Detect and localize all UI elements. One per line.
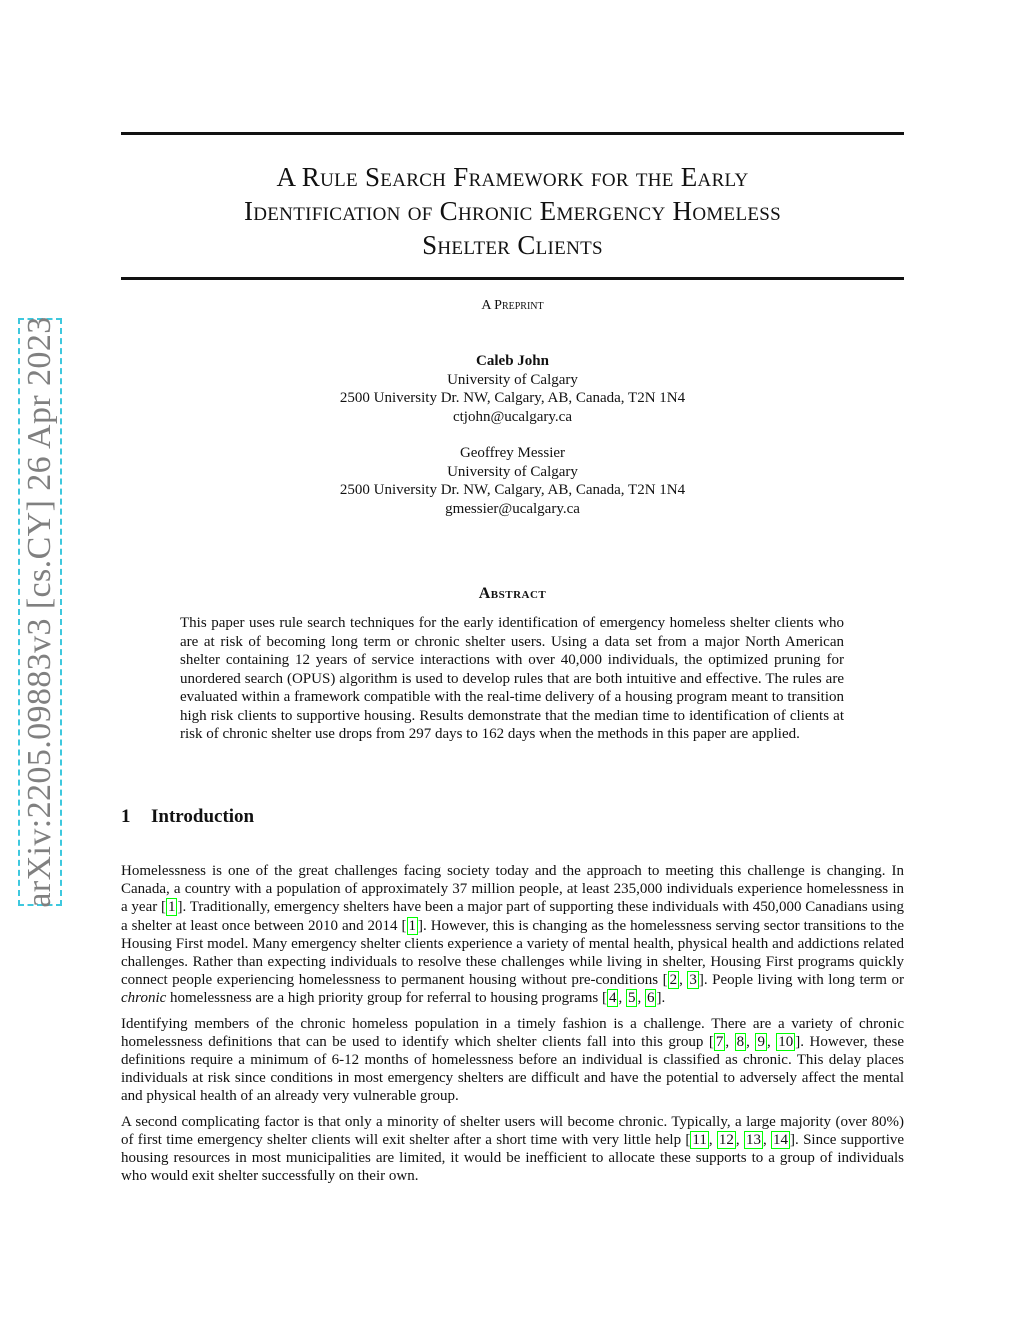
author-2: [121, 444, 904, 518]
section-body: [121, 862, 904, 1192]
arxiv-stamp[interactable]: [18, 318, 62, 906]
title-line-3: Shelter Clients: [422, 230, 603, 260]
emphasis: chronic: [121, 990, 167, 1007]
author-name: Caleb John: [476, 353, 549, 369]
citation-link[interactable]: 12: [718, 1131, 734, 1148]
abstract-text: This paper uses rule search techniques for the early identification of emergency homeless shelter clients who are at risk of becoming long term or chronic shelter users. Using a data set from a major North American shelter containing 12 years of service interactions with over 40,000 individuals, the optimized pruning for unordered search (OPUS) algorithm is used to develop rules that are both intuitive and effective. The rules are evaluated within a framework compatible with the real-time delivery of a housing program meant to transition high risk clients to supportive housing. Results demonstrate that the median time to identification of clients at risk of chronic shelter use drops from 297 days to 162 days when the methods in this paper are applied.: [180, 615, 844, 742]
author-list: [121, 352, 904, 536]
citation-link[interactable]: 11: [692, 1131, 707, 1148]
section-heading: [121, 806, 254, 828]
citation-link[interactable]: 1: [167, 899, 176, 916]
preprint-label: A Preprint: [481, 298, 544, 313]
section-number: 1: [121, 806, 131, 827]
author-name: Geoffrey Messier: [459, 445, 566, 461]
paper-title: [121, 160, 904, 262]
section-title: Introduction: [151, 806, 255, 827]
author-address: 2500 University Dr. NW, Calgary, AB, Canada, T2N 1N4: [339, 482, 686, 498]
author-affiliation: University of Calgary: [447, 371, 578, 388]
citation-link[interactable]: 4: [608, 990, 617, 1007]
citation-link[interactable]: 13: [745, 1131, 761, 1148]
paragraph: Identifying members of the chronic homeless population in a timely fashion is a challenge. There are a variety of chronic homelessness definitions that can be used to identify which shelter clients fall into this group [ 7 , 8 , 9 , 10 ]. However, these definitions require a minimum of 6-12 months of homelessness before an individual is classified as chronic. This delay places individuals at risk since conditions in most emergency shelters are difficult and have the potential to adversely affect the mental and physical health of an already very vulnerable group.: [121, 1015, 905, 1105]
citation-link[interactable]: 10: [778, 1033, 794, 1050]
citation-link[interactable]: 3: [689, 972, 697, 989]
citation-link[interactable]: 14: [773, 1131, 789, 1148]
paragraph: Homelessness is one of the great challenges facing society today and the approach to meeting this challenge is changing. In Canada, a country with a population of approximately 37 million people, at least 235,000 individuals experience homelessness in a year [ 1 ]. Traditionally, emergency shelters have been a major part of supporting these individuals with 450,000 Canadians using a shelter at least once between 2010 and 2014 [ 1 ]. However, this is changing as the homelessness serving sector transitions to the Housing First model. Many emergency shelter clients experience a variety of mental health, physical health and addictions related challenges. Rather than expecting individuals to resolve these challenges while living in shelter, Housing First programs quickly connect people experiencing homelessness to permanent housing without pre-conditions [ 2 , 3 ]. People living with long term or chronic homelessness are a high priority group for referral to housing programs [ 4 , 5 , 6 ].: [121, 863, 904, 1007]
citation-link[interactable]: 6: [646, 990, 655, 1007]
author-1: [121, 352, 904, 426]
title-line-2: Identification of Chronic Emergency Homeless: [243, 196, 782, 226]
abstract-heading: Abstract: [478, 585, 547, 602]
author-email[interactable]: gmessier@ucalgary.ca: [445, 500, 580, 517]
author-email[interactable]: ctjohn@ucalgary.ca: [452, 408, 573, 425]
author-affiliation: University of Calgary: [447, 463, 578, 480]
title-line-1: A Rule Search Framework for the Early: [276, 162, 749, 192]
paragraph: A second complicating factor is that only a minority of shelter users will become chronic. Typically, a large majority (over 80%) of first time emergency shelter clients will exit shelter after a short time with very little help [ 11 , 12 , 13 , 14 ]. Since supportive housing resources in most municipalities are limited, it would be inefficient to allocate these supports to a group of individuals who would exit shelter successfully on their own.: [121, 1113, 905, 1185]
citation-link[interactable]: 1: [408, 917, 417, 934]
citation-link[interactable]: 8: [736, 1033, 745, 1050]
title-bottom-rule: [121, 277, 904, 280]
citation-link[interactable]: 9: [757, 1033, 765, 1050]
citation-link[interactable]: 5: [627, 990, 636, 1007]
citation-link[interactable]: 7: [715, 1033, 724, 1050]
arxiv-id: arXiv:2205.09883v3 [cs.CY] 26 Apr 2023: [21, 316, 58, 908]
title-top-rule: [121, 132, 904, 135]
citation-link[interactable]: 2: [669, 972, 678, 989]
author-address: 2500 University Dr. NW, Calgary, AB, Canada, T2N 1N4: [339, 390, 686, 406]
